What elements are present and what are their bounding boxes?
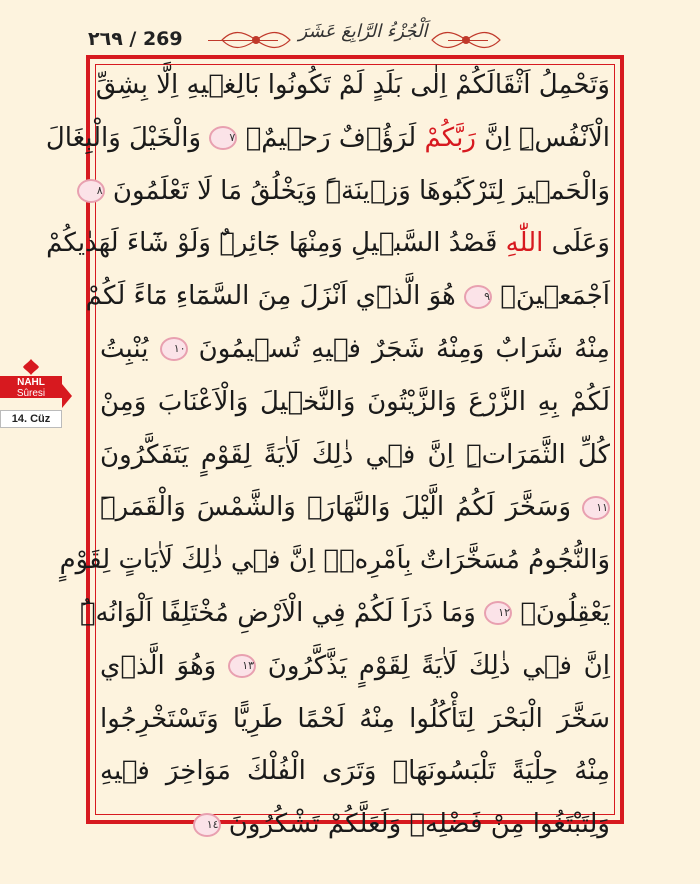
- verse-text: مِنْهُ حِلْيَةً تَلْبَسُونَهَاۚ وَتَرَى الْفُلْكَ مَوَاخِرَ فٖيهِ: [100, 756, 610, 787]
- verse-line: [100, 334, 610, 387]
- verse-text: وَلِتَبْتَغُوا مِنْ فَضْلِهٖ وَلَعَلَّكُمْ تَشْكُرُونَ: [228, 809, 610, 840]
- header-ornament-left: [220, 28, 292, 52]
- verse-text: يَعْقِلُونَۙ: [520, 597, 610, 628]
- ayah-marker: ١٢: [484, 601, 512, 625]
- verse-line: [96, 175, 610, 229]
- juz-title: اَلْجُزْءُ الرَّابِعَ عَشَرَ: [298, 21, 428, 42]
- ayah-marker: ٩: [464, 285, 492, 309]
- verse-text: وَهُوَ الَّذٖي: [100, 650, 217, 681]
- verse-text: اَجْمَعٖينَ۟: [500, 281, 610, 312]
- divine-name: رَبَّكُمْ: [424, 122, 476, 153]
- verse-line: [45, 122, 610, 176]
- verse-text: وَعَلَى: [551, 228, 610, 259]
- verse-text: يُنْبِتُ: [100, 333, 149, 364]
- verse-line: [100, 492, 610, 545]
- verse-line: [95, 70, 610, 123]
- verse-line: [79, 597, 610, 651]
- juz-tab[interactable]: 14. Cüz: [0, 410, 62, 428]
- verse-text: وَالْحَمٖيرَ لِتَرْكَبُوهَا وَزٖينَةًۜ وَيَخْلُقُ مَا لَا تَعْلَمُونَ: [112, 175, 610, 206]
- verse-text: كُلِّ الثَّمَرَاتِۜ اِنَّ فٖي ذٰلِكَ لَاٰيَةً لِقَوْمٍ يَتَفَكَّرُونَ: [100, 439, 610, 470]
- surah-label: Sûresi: [16, 388, 46, 399]
- verse-line: [100, 440, 610, 493]
- verse-text: قَصْدُ السَّبٖيلِ وَمِنْهَا جَٓائِرٌۜ وَلَوْ شَٓاءَ لَهَدٰيكُمْ: [46, 228, 498, 259]
- verse-text: وَالْخَيْلَ وَالْبِغَالَ: [45, 122, 202, 153]
- verse-text: وَسَخَّرَ لَكُمُ الَّيْلَ وَالنَّهَارَۙ وَالشَّمْسَ وَالْقَمَرَۜ: [100, 492, 572, 523]
- fleur-icon: [22, 358, 40, 376]
- ayah-marker: ١١: [582, 496, 610, 520]
- surah-tab[interactable]: [0, 376, 62, 398]
- verse-text: لَرَؤُ۫فٌ رَحٖيمٌۙ: [245, 122, 417, 153]
- quran-text: [45, 70, 610, 840]
- verse-text: وَمَا ذَرَاَ لَكُمْ فِي الْاَرْضِ مُخْتَلِفًا اَلْوَانُهُۜ: [79, 597, 476, 628]
- ayah-marker: ١٤: [193, 813, 221, 837]
- verse-text: مِنْهُ شَرَابٌ وَمِنْهُ شَجَرٌ فٖيهِ تُسٖيمُونَ: [198, 333, 610, 364]
- verse-line: [100, 756, 610, 809]
- verse-text: وَتَحْمِلُ اَثْقَالَكُمْ اِلٰى بَلَدٍ لَمْ تَكُونُوا بَالِغٖيهِ اِلَّا بِشِقِّ: [95, 70, 610, 100]
- ayah-marker: ١٣: [228, 654, 256, 678]
- page-header: [0, 0, 700, 56]
- ayah-marker: ٨: [77, 179, 105, 203]
- verse-text: سَخَّرَ الْبَحْرَ لِتَأْكُلُوا مِنْهُ لَحْمًا طَرِيًّا وَتَسْتَخْرِجُوا: [100, 703, 610, 734]
- verse-line: [85, 281, 610, 334]
- header-ornament-right: [430, 28, 502, 52]
- page-number: ٢٦٩ / 269: [88, 28, 183, 50]
- verse-line: [100, 651, 610, 704]
- verse-line: [100, 387, 610, 440]
- verse-line: [100, 704, 610, 757]
- ayah-marker: ١٠: [160, 337, 188, 361]
- verse-text: اِنَّ فٖي ذٰلِكَ لَاٰيَةً لِقَوْمٍ يَذَّكَّرُونَ: [267, 650, 610, 681]
- surah-tab-arrow: [62, 384, 72, 408]
- divine-name: اللّٰهِ: [505, 228, 544, 259]
- verse-line: [46, 228, 610, 281]
- surah-name: NAHL: [17, 377, 45, 388]
- verse-text: لَكُمْ بِهِ الزَّرْعَ وَالزَّيْتُونَ وَالنَّخٖيلَ وَالْاَعْنَابَ وَمِنْ: [100, 386, 610, 417]
- verse-text: الْاَنْفُسِۜ اِنَّ: [484, 122, 610, 153]
- verse-text: هُوَ الَّذٖٓي اَنْزَلَ مِنَ السَّمَٓاءِ مَٓاءً لَكُمْ: [85, 281, 456, 312]
- verse-line: [59, 545, 610, 598]
- ayah-marker: ٧: [209, 126, 237, 150]
- verse-text: وَالنُّجُومُ مُسَخَّرَاتٌ بِاَمْرِهٖۜ اِنَّ فٖي ذٰلِكَ لَاٰيَاتٍ لِقَوْمٍ: [59, 545, 610, 576]
- verse-line: [100, 809, 610, 862]
